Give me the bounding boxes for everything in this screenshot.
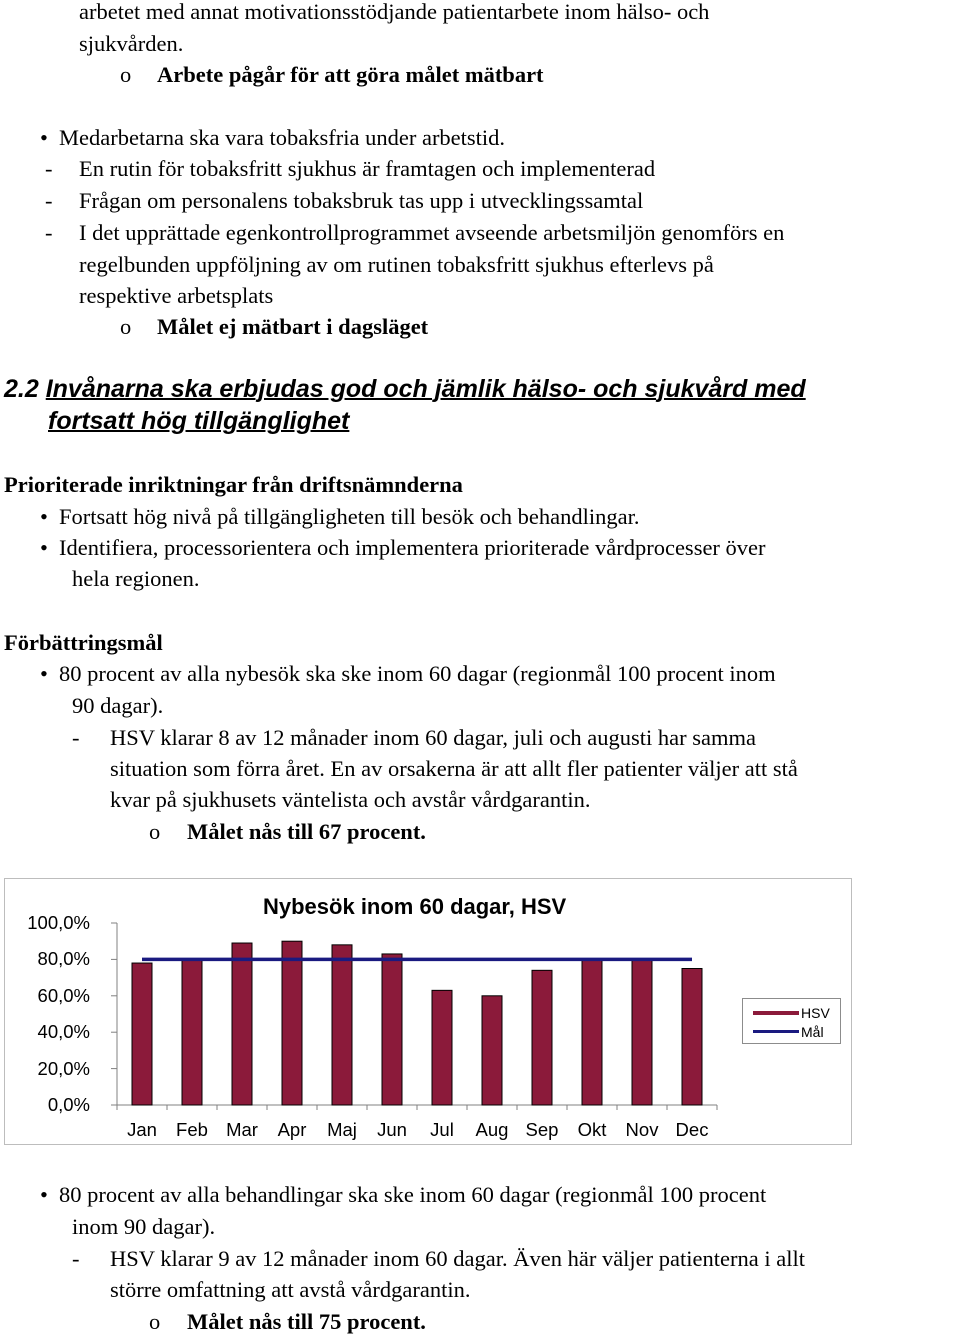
dash-marker: - (45, 220, 53, 245)
dash-text: respektive arbetsplats (79, 283, 274, 308)
y-tick-label: 100,0% (27, 912, 90, 933)
bullet-marker: • (40, 125, 48, 150)
x-tick-label: Jan (127, 1119, 157, 1140)
text-line: arbetet med annat motivationsstödjande patientarbete inom hälso- och (79, 0, 710, 24)
section-title-line1: Invånarna ska erbjudas god och jämlik hälso- och sjukvård med (45, 375, 806, 403)
bar-jun (382, 954, 402, 1105)
x-tick-label: Sep (525, 1119, 559, 1140)
dash-text: En rutin för tobaksfritt sjukhus är framtagen och implementerad (79, 156, 656, 181)
bar-okt (582, 959, 602, 1105)
circle-marker: o (120, 62, 132, 87)
dash-text: Frågan om personalens tobaksbruk tas upp i utvecklingssamtal (79, 188, 644, 213)
goal-status: Målet ej mätbart i dagsläget (157, 314, 429, 339)
y-tick-label: 80,0% (37, 948, 90, 970)
bullet-text: 80 procent av alla behandlingar ska ske inom 60 dagar (regionmål 100 procent (59, 1182, 767, 1207)
dash-text: situation som förra året. En av orsakerna är att allt fler patienter väljer att stå (110, 756, 798, 781)
priorities-heading: Prioriterade inriktningar från driftsnämnderna (4, 472, 463, 497)
x-tick-label: Maj (327, 1119, 357, 1140)
x-tick-label: Nov (625, 1119, 659, 1140)
bullet-marker: • (40, 504, 48, 529)
dash-text: större omfattning att avstå vårdgarantin. (110, 1277, 471, 1302)
bar-feb (182, 959, 202, 1105)
bar-aug (482, 996, 502, 1105)
dash-text: HSV klarar 9 av 12 månader inom 60 dagar. Även här väljer patienterna i allt (110, 1246, 805, 1271)
legend-swatch-hsv (753, 1011, 799, 1015)
legend-swatch-goal (753, 1030, 799, 1033)
dash-text: I det upprättade egenkontrollprogrammet avseende arbetsmiljön genomförs en (79, 220, 785, 245)
circle-marker: o (149, 1309, 161, 1334)
dash-marker: - (72, 1246, 80, 1271)
y-tick-label: 0,0% (47, 1094, 90, 1115)
bar-jul (432, 990, 452, 1105)
dash-marker: - (72, 725, 80, 750)
circle-marker: o (149, 819, 161, 844)
x-tick-label: Jul (430, 1119, 454, 1140)
y-tick-label: 20,0% (37, 1057, 90, 1079)
bullet-marker: • (40, 1182, 48, 1207)
chart-legend (742, 998, 841, 1044)
text-line: sjukvården. (79, 31, 184, 56)
dash-marker: - (45, 156, 53, 181)
y-tick-label: 60,0% (37, 984, 90, 1006)
goal-status: Målet nås till 67 procent. (187, 819, 426, 844)
y-tick-label: 40,0% (37, 1021, 90, 1043)
bar-sep (532, 970, 552, 1105)
bullet-marker: • (40, 661, 48, 686)
bullet-text: 90 dagar). (72, 693, 164, 718)
legend-label-goal: Mål (801, 1024, 824, 1040)
x-tick-label: Mar (226, 1119, 258, 1140)
bar-mar (232, 943, 252, 1105)
legend-label-hsv: HSV (801, 1005, 830, 1021)
bullet-text: Fortsatt hög nivå på tillgängligheten till besök och behandlingar. (59, 504, 640, 529)
goal-status: Arbete pågår för att göra målet mätbart (157, 62, 544, 87)
improvement-heading: Förbättringsmål (4, 630, 163, 655)
x-tick-label: Dec (675, 1119, 709, 1140)
dash-text: kvar på sjukhusets väntelista och avstår vårdgarantin. (110, 787, 591, 812)
dash-text: regelbunden uppföljning av om rutinen tobaksfritt sjukhus efterlevs på (79, 252, 714, 277)
section-title-line2: fortsatt hög tillgänglighet (48, 407, 350, 435)
bullet-text: inom 90 dagar). (72, 1214, 216, 1239)
bullet-marker: • (40, 535, 48, 560)
bullet-text: Identifiera, processorientera och implementera prioriterade vårdprocesser över (59, 535, 766, 560)
circle-marker: o (120, 314, 132, 339)
bar-apr (282, 941, 302, 1105)
bar-nov (632, 959, 652, 1105)
x-tick-label: Feb (176, 1119, 208, 1140)
chart-title: Nybesök inom 60 dagar, HSV (263, 894, 567, 919)
bar-dec (682, 969, 702, 1106)
dash-text: HSV klarar 8 av 12 månader inom 60 dagar, juli och augusti har samma (110, 725, 757, 750)
x-tick-label: Aug (475, 1119, 509, 1140)
x-tick-label: Jun (377, 1119, 407, 1140)
x-tick-label: Apr (277, 1119, 307, 1140)
x-tick-label: Okt (577, 1119, 607, 1140)
bullet-text: hela regionen. (72, 566, 200, 591)
bar-maj (332, 945, 352, 1105)
dash-marker: - (45, 188, 53, 213)
goal-status: Målet nås till 75 procent. (187, 1309, 426, 1334)
bar-jan (132, 963, 152, 1105)
bullet-text: 80 procent av alla nybesök ska ske inom 60 dagar (regionmål 100 procent inom (59, 661, 776, 686)
bullet-text: Medarbetarna ska vara tobaksfria under arbetstid. (59, 125, 506, 150)
section-number: 2.2 (4, 375, 39, 403)
